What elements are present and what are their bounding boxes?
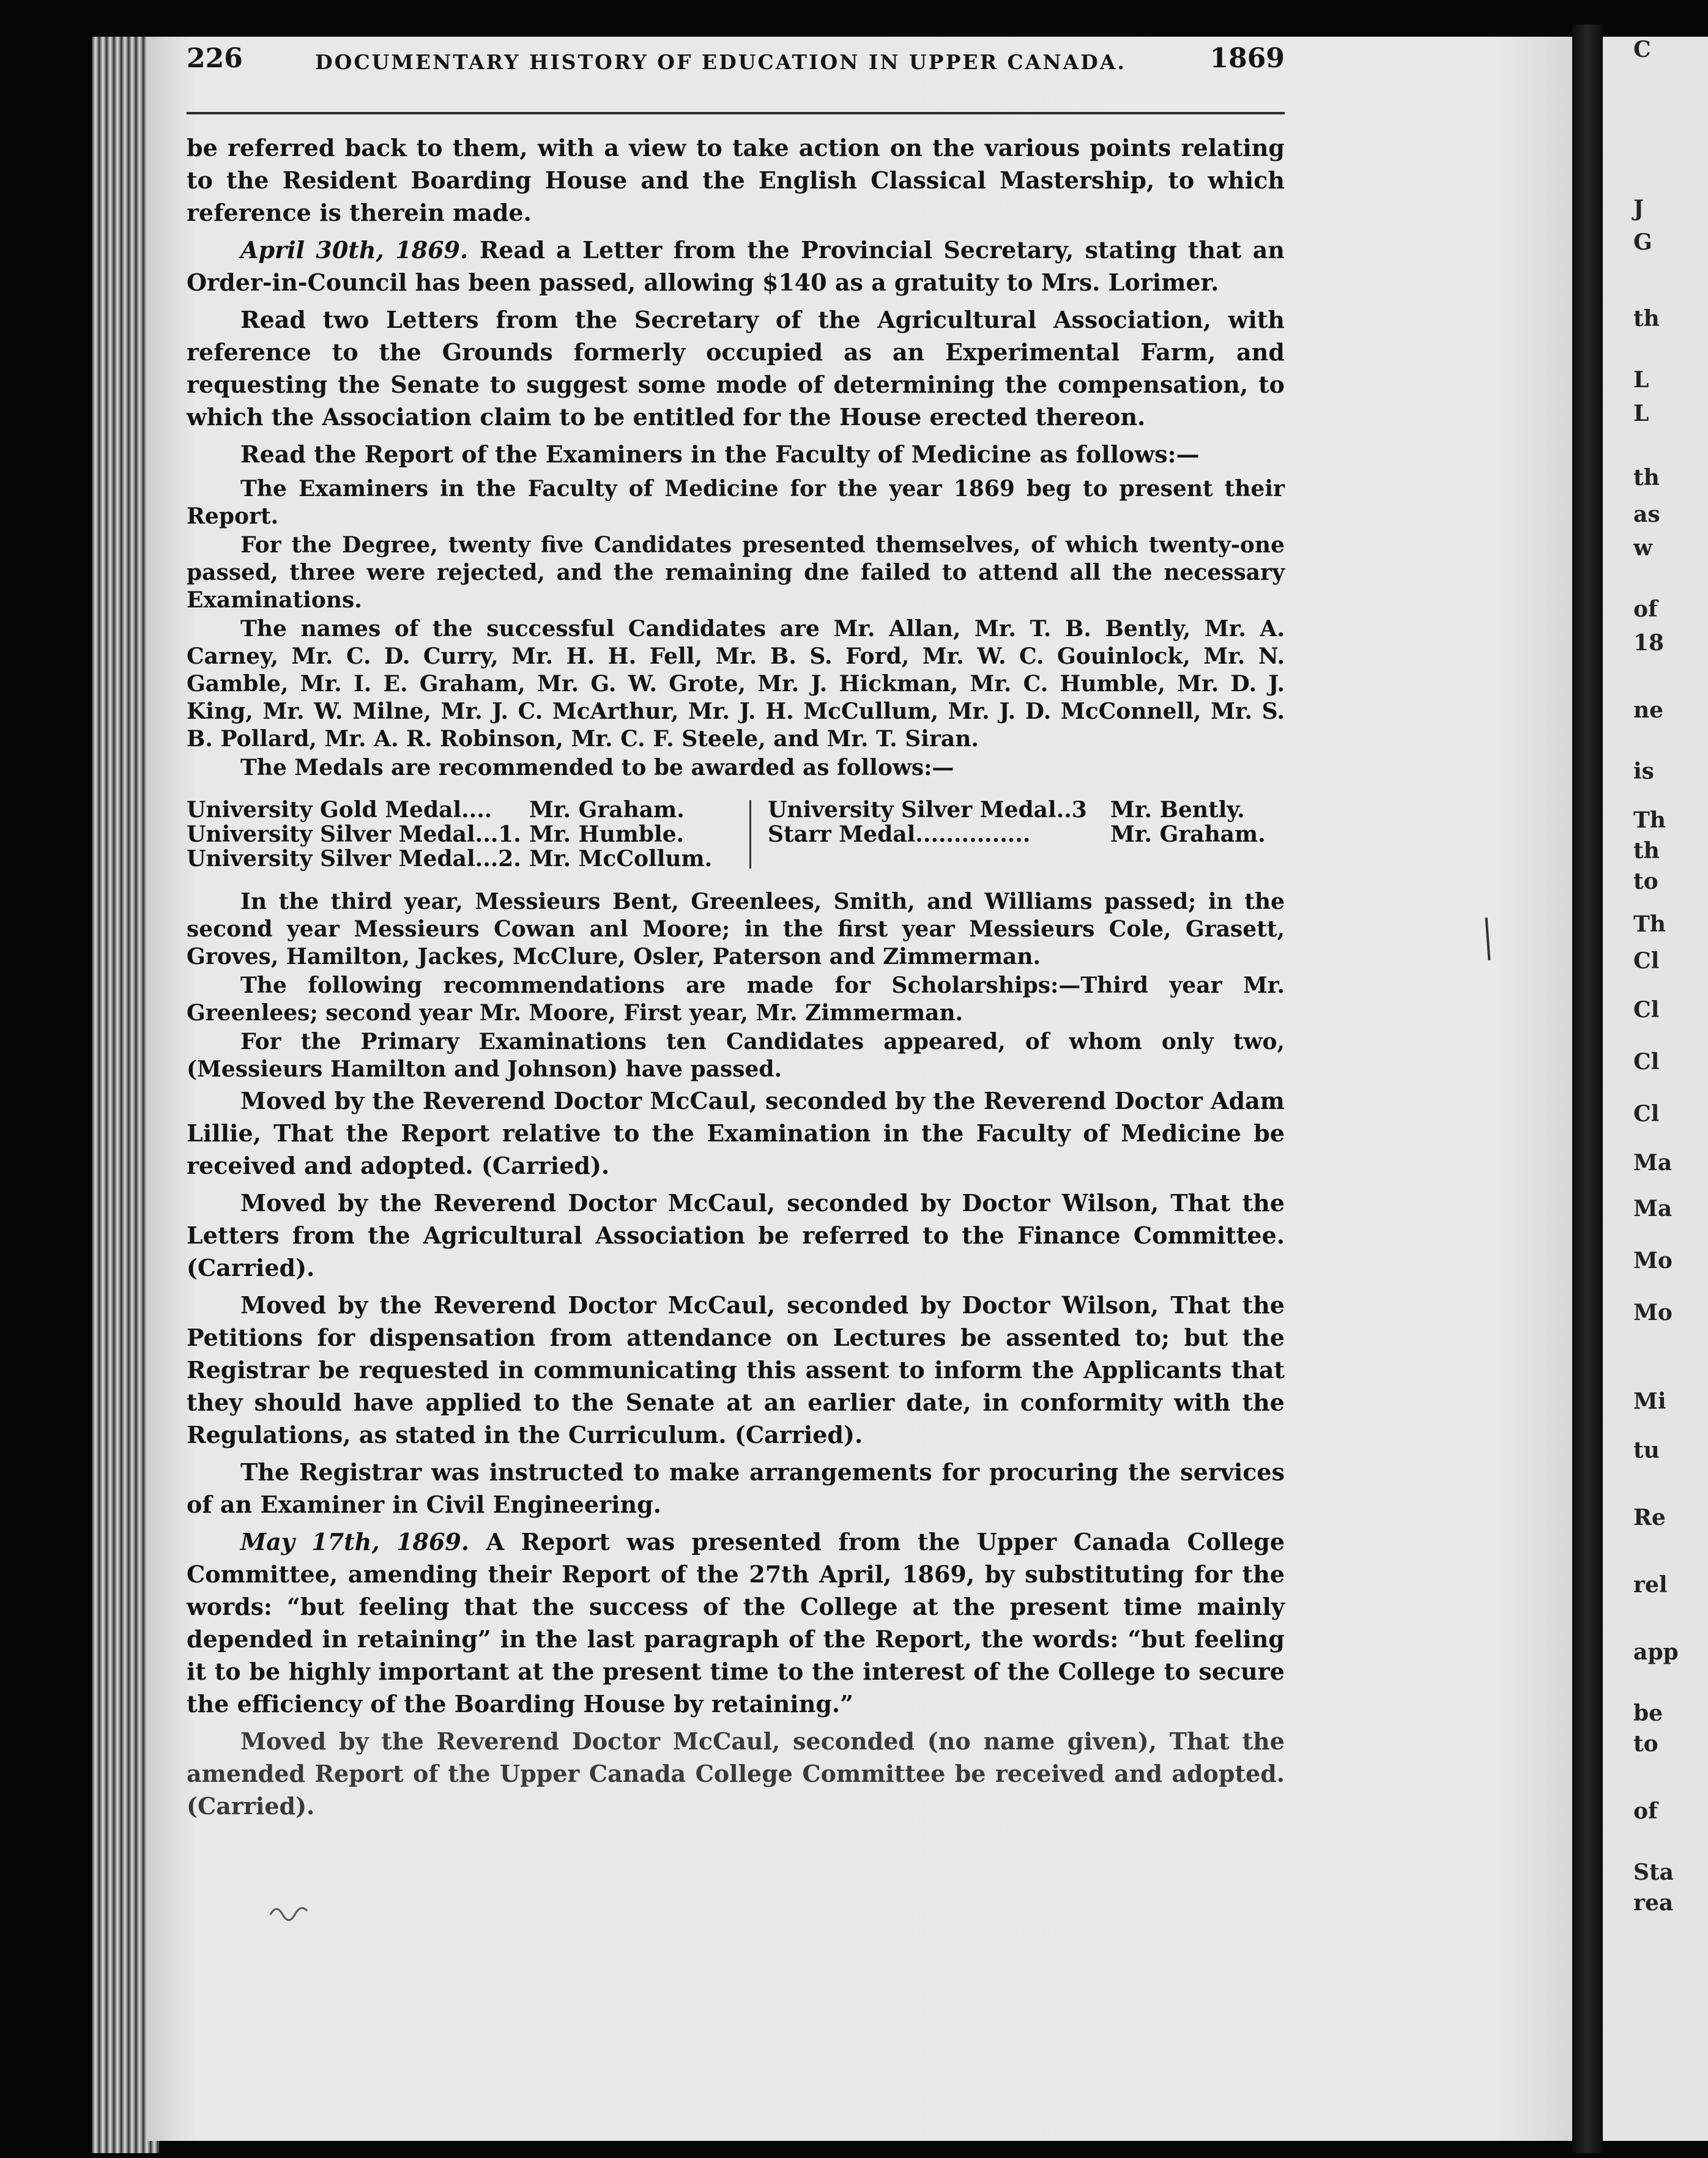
paragraph: Read the Report of the Examiners in the Faculty of Medicine as follows:— (240, 440, 1200, 468)
facing-page-fragment: Mo (1633, 1300, 1673, 1326)
facing-page-fragment: of (1633, 1798, 1658, 1824)
facing-page-fragment: to (1633, 869, 1658, 894)
facing-page-fragment: L (1633, 367, 1649, 393)
medal-row (187, 847, 737, 871)
facing-page-fragment: to (1633, 1731, 1658, 1757)
facing-page-fragment: L (1633, 401, 1649, 426)
medal-name: University Silver Medal...2. (187, 846, 521, 872)
medal-winner: Mr. Humble. (529, 821, 685, 847)
medal-name: Starr Medal............... (768, 821, 1031, 847)
facing-page-fragment: J (1633, 196, 1644, 221)
facing-page-fragment: 18 (1633, 630, 1665, 656)
facing-page-fragment: tu (1633, 1437, 1660, 1463)
facing-page-fragment: Ma (1633, 1196, 1673, 1222)
page-body (187, 132, 1285, 1827)
medals-right-column (768, 798, 1285, 847)
paragraph: The following recommendations are made for Scholarships:—Third year Mr. Greenlees; second year Mr. Moore, First year, Mr. Zimmerman. (187, 973, 1285, 1026)
medal-winner: Mr. McCollum. (529, 846, 713, 872)
medal-name: University Silver Medal..3 (768, 797, 1087, 823)
paragraph: The names of the successful Candidates are Mr. Allan, Mr. T. B. Bently, Mr. A. Carney, Mr. C. D. Curry, Mr. H. H. Fell, Mr. B. S. Ford, Mr. W. C. Gouinlock, Mr. N. Gamble, Mr. I. E. Graham, Mr. G. W. Grote, Mr. J. Hickman, Mr. C. Humble, Mr. D. J. King, Mr. W. Milne, Mr. J. C. McArthur, Mr. J. H. McCullum, Mr. J. D. McConnell, Mr. S. B. Pollard, Mr. A. R. Robinson, Mr. C. F. Steele, and Mr. T. Siran. (187, 616, 1285, 752)
entry-text: A Report was presented from the Upper Canada College Committee, amending their Report of the 27th April, 1869, by substituting for the words: “but feeling that the success of the College at the present time mainly depended in retaining” in the last paragraph of the Report, the words: “but feeling it to be highly important at the present time to the interest of the College to secure the efficiency of the Boarding House by retaining.” (187, 1528, 1285, 1718)
facing-page-fragment: Cl (1633, 948, 1660, 974)
paragraph (187, 234, 1285, 298)
paragraph: For the Primary Examinations ten Candidates appeared, of whom only two, (Messieurs Hamilton and Johnson) have passed. (187, 1029, 1285, 1082)
entry-date: April 30th, 1869. (240, 236, 469, 264)
medal-name: University Gold Medal.... (187, 797, 492, 823)
medal-row (187, 798, 737, 822)
facing-page-fragment: Ma (1633, 1150, 1673, 1176)
paragraph: be referred back to them, with a view to take action on the various points relating to the Resident Boarding House and the English Classical Mastership, to which reference is therein made. (187, 134, 1285, 226)
paragraph: In the third year, Messieurs Bent, Greenlees, Smith, and Williams passed; in the second year Messieurs Cowan anl Moore; in the first year Messieurs Cole, Grasett, Groves, Hamilton, Jackes, McClure, Osler, Paterson and Zimmerman. (187, 889, 1285, 970)
header-rule (187, 112, 1285, 114)
medal-row (768, 798, 1285, 822)
entry-date: May 17th, 1869. (240, 1528, 470, 1555)
medal-row (768, 822, 1285, 847)
facing-page-fragment: th (1633, 838, 1660, 864)
entry-text: Read a Letter from the Provincial Secretary, stating that an Order-in-Council has been passed, allowing $140 as a gratuity to Mrs. Lorimer. (187, 236, 1285, 296)
pencil-squiggle (269, 1902, 312, 1927)
paragraph: The Medals are recommended to be awarded as follows:— (240, 755, 954, 781)
facing-page-fragment: rea (1633, 1890, 1674, 1916)
medal-winner: Mr. Graham. (1110, 821, 1266, 847)
medal-winner: Mr. Bently. (1110, 797, 1245, 823)
paragraph: Moved by the Reverend Doctor McCaul, seconded by Doctor Wilson, That the Letters from the Agricultural Association be referred to the Finance Committee. (Carried). (187, 1189, 1285, 1281)
facing-page-fragment: Th (1633, 911, 1666, 937)
paragraph (187, 1526, 1285, 1720)
paragraph: Moved by the Reverend Doctor McCaul, seconded by Doctor Wilson, That the Petitions for dispensation from attendance on Lectures be assented to; but the Registrar be requested in communicating this assent to inform the Applicants that they should have applied to the Senate at an earlier date, in conformity with the Regulations, as stated in the Curriculum. (Carried). (187, 1291, 1285, 1448)
header-title: DOCUMENTARY HISTORY OF EDUCATION IN UPPER CANADA. (315, 50, 1126, 74)
facing-page-fragment: Cl (1633, 997, 1660, 1023)
paragraph: The Examiners in the Faculty of Medicine for the year 1869 beg to present their Report. (187, 476, 1285, 529)
facing-page-fragment: Re (1633, 1505, 1666, 1530)
facing-page-fragment: Mi (1633, 1389, 1666, 1414)
facing-page-fragment: Mo (1633, 1248, 1673, 1274)
facing-page-fragment: w (1633, 535, 1652, 561)
facing-page-fragment: Sta (1633, 1860, 1674, 1885)
paragraph: Moved by the Reverend Doctor McCaul, seconded (no name given), That the amended Report of the Upper Canada College Committee be received and adopted. (Carried). (187, 1727, 1285, 1820)
facing-page-fragment: ne (1633, 697, 1664, 723)
medals-table (187, 798, 1285, 872)
medal-name: University Silver Medal...1. (187, 821, 521, 847)
facing-page-fragment: G (1633, 229, 1652, 255)
facing-page-fragment: C (1633, 37, 1651, 62)
page-number: 226 (187, 43, 243, 74)
running-header (187, 43, 1285, 86)
header-year: 1869 (1209, 43, 1285, 74)
facing-page-fragment: is (1633, 758, 1654, 784)
facing-page-fragment: th (1633, 306, 1660, 332)
medals-left-column (187, 798, 737, 871)
paragraph: The Registrar was instructed to make arrangements for procuring the services of an Examiner in Civil Engineering. (187, 1458, 1285, 1518)
facing-page-fragment: Cl (1633, 1101, 1660, 1127)
facing-page-fragment: be (1633, 1700, 1663, 1726)
facing-page (1603, 37, 1708, 2141)
medal-winner: Mr. Graham. (529, 797, 685, 823)
facing-page-fragment: as (1633, 502, 1660, 527)
facing-page-fragment: Cl (1633, 1049, 1660, 1075)
paragraph: For the Degree, twenty five Candidates presented themselves, of which twenty-one passed, three were rejected, and the remaining dne failed to attend all the necessary Examinations. (187, 532, 1285, 613)
facing-page-fragment: Th (1633, 807, 1666, 833)
column-divider (749, 800, 751, 869)
paragraph: Read two Letters from the Secretary of the Agricultural Association, with reference to the Grounds formerly occupied as an Experimental Farm, and requesting the Senate to suggest some mode of determining the compensation, to which the Association claim to be entitled for the House erected thereon. (187, 306, 1285, 431)
paragraph: Moved by the Reverend Doctor McCaul, seconded by the Reverend Doctor Adam Lillie, That the Report relative to the Examination in the Faculty of Medicine be received and adopted. (Carried). (187, 1087, 1285, 1179)
book-gutter (1572, 24, 1603, 2153)
facing-page-fragment: app (1633, 1639, 1679, 1665)
medal-row (187, 822, 737, 847)
facing-page-fragment: th (1633, 465, 1660, 491)
facing-page-fragment: of (1633, 596, 1658, 622)
facing-page-fragment: rel (1633, 1572, 1668, 1598)
